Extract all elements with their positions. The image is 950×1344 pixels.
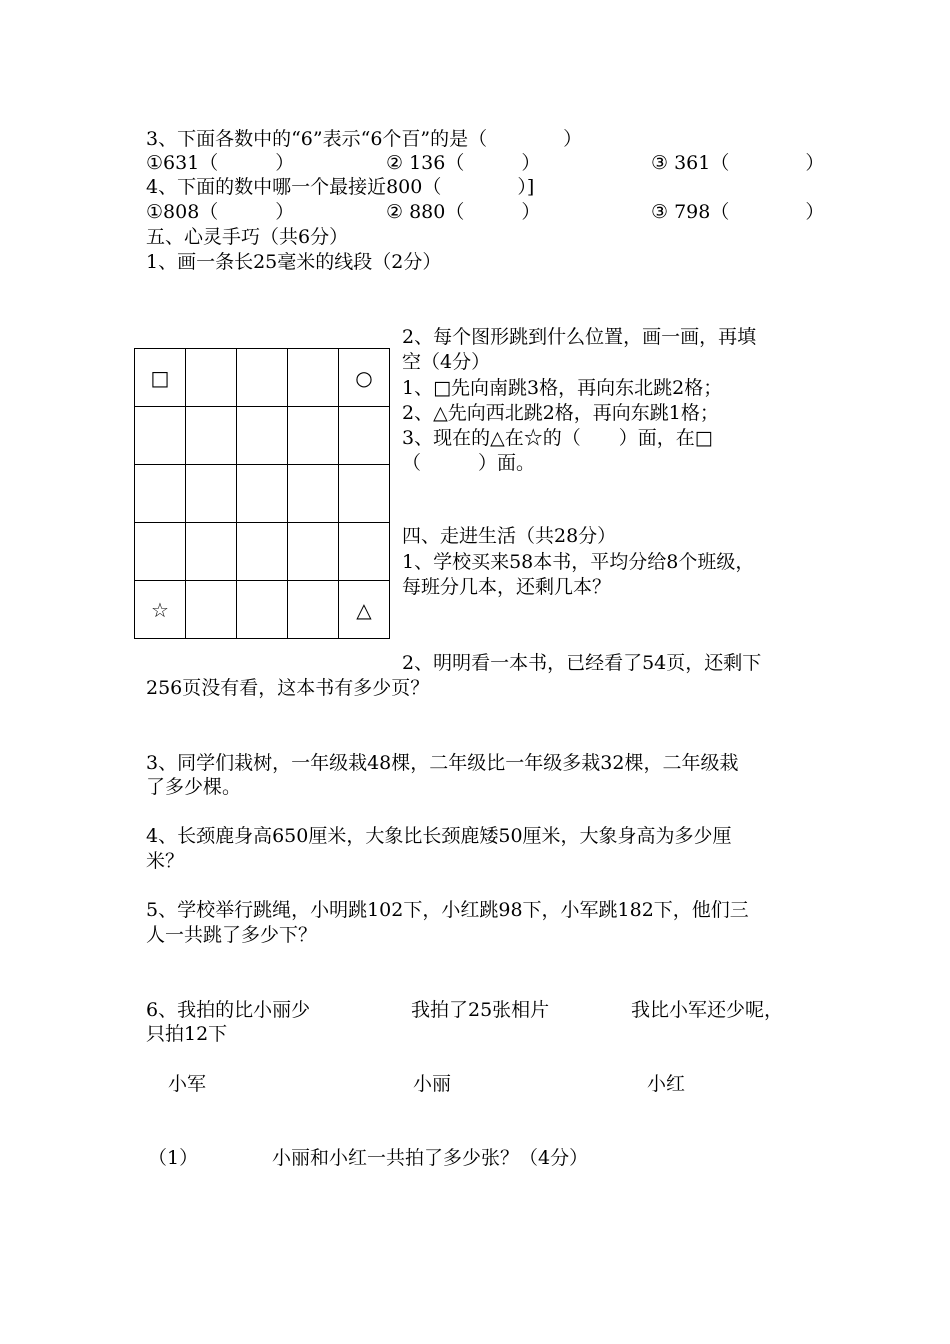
s4-q1-line2: 每班分几本，还剩几本？	[402, 576, 612, 598]
q4-option-2: ② 880（ ）	[386, 201, 541, 223]
triangle-icon: △	[356, 597, 372, 622]
s4-q6-sub1-text: 小丽和小红一共拍了多少张？（4分）	[272, 1147, 589, 1169]
s4-q6-name-xiaohong: 小红	[647, 1073, 686, 1095]
s4-q4-line2: 米？	[146, 850, 185, 872]
s5-question-1: 1、画一条长25毫米的线段（2分）	[146, 251, 442, 273]
q3-option-3: ③ 361（ ）	[651, 152, 825, 174]
s4-q6-speech-3: 我比小军还少呢，	[631, 999, 784, 1021]
s4-q6-sub1-number: （1）	[148, 1147, 199, 1169]
circle-icon: ○	[355, 365, 373, 390]
grid-cell	[186, 407, 237, 465]
s5-q2-step2: 2、△先向西北跳2格，再向东跳1格；	[402, 402, 719, 424]
grid-cell	[339, 523, 390, 581]
s5-question-2-line2: 空（4分）	[402, 351, 491, 373]
grid-cell	[135, 465, 186, 523]
s5-q2-step4: （ ）面。	[402, 452, 536, 474]
s4-q5-line1: 5、学校举行跳绳，小明跳102下，小红跳98下，小军跳182下，他们三	[146, 899, 749, 921]
q4-option-3: ③ 798（ ）	[651, 201, 825, 223]
s4-q6-name-xiaoli: 小丽	[413, 1073, 452, 1095]
s4-q3-line1: 3、同学们栽树，一年级栽48棵，二年级比一年级多栽32棵，二年级栽	[146, 752, 739, 774]
grid-cell	[288, 581, 339, 639]
grid-cell	[288, 523, 339, 581]
grid-cell	[237, 581, 288, 639]
grid-cell	[288, 349, 339, 407]
s5-question-2-line1: 2、每个图形跳到什么位置，画一画，再填	[402, 326, 757, 348]
question-4: 4、下面的数中哪一个最接近800（ ）]	[146, 176, 535, 198]
grid-cell-circle	[339, 349, 390, 407]
q3-option-1: ①631（ ）	[146, 152, 295, 174]
grid-cell	[237, 465, 288, 523]
grid-cell	[288, 407, 339, 465]
s4-q6-speech-4: 只拍12下	[146, 1023, 228, 1045]
grid-cell	[237, 349, 288, 407]
section-5-title: 五、心灵手巧（共6分）	[146, 226, 349, 248]
grid-cell	[135, 523, 186, 581]
question-3: 3、下面各数中的“6”表示“6个百”的是（ ）	[146, 128, 583, 150]
s4-q6-speech-1: 6、我拍的比小丽少	[146, 999, 311, 1021]
grid-cell	[288, 465, 339, 523]
grid-cell-triangle	[339, 581, 390, 639]
grid-cell	[339, 407, 390, 465]
grid-cell	[186, 581, 237, 639]
grid-cell	[186, 465, 237, 523]
s5-q2-step1: 1、□先向南跳3格，再向东北跳2格；	[402, 377, 723, 399]
square-icon: □	[150, 365, 170, 390]
s4-q3-line2: 了多少棵。	[146, 776, 242, 798]
s4-q5-line2: 人一共跳了多少下？	[146, 924, 318, 946]
q3-option-2: ② 136（ ）	[386, 152, 541, 174]
grid-cell	[237, 523, 288, 581]
grid-cell	[186, 349, 237, 407]
s4-q4-line1: 4、长颈鹿身高650厘米，大象比长颈鹿矮50厘米，大象身高为多少厘	[146, 825, 732, 847]
grid-cell	[135, 407, 186, 465]
s4-q2-line1: 2、明明看一本书，已经看了54页，还剩下	[402, 652, 762, 674]
grid-cell	[186, 523, 237, 581]
s5-q2-step3: 3、现在的△在☆的（ ）面，在□	[402, 427, 713, 449]
s4-q6-name-xiaojun: 小军	[168, 1073, 207, 1095]
s4-q6-speech-2: 我拍了25张相片	[411, 999, 550, 1021]
q4-option-1: ①808（ ）	[146, 201, 295, 223]
grid-cell	[237, 407, 288, 465]
star-icon: ☆	[151, 597, 169, 622]
section-4-title: 四、走进生活（共28分）	[402, 525, 617, 547]
position-grid	[134, 348, 390, 639]
s4-q2-line2: 256页没有看，这本书有多少页？	[146, 677, 430, 699]
grid-cell	[339, 465, 390, 523]
s4-q1-line1: 1、学校买来58本书，平均分给8个班级，	[402, 551, 755, 573]
grid-cell-star	[135, 581, 186, 639]
grid-cell-square	[135, 349, 186, 407]
